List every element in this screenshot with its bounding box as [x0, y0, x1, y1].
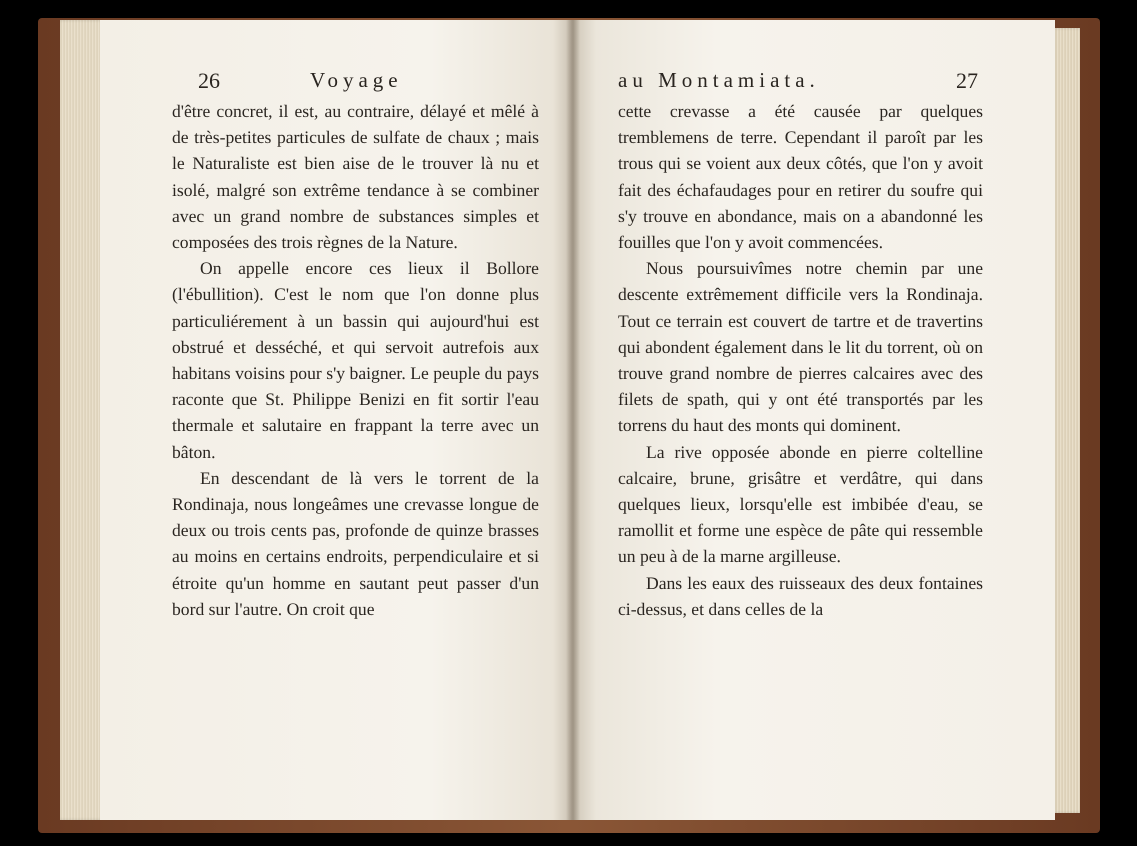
- left-page-body: [172, 98, 539, 622]
- running-head-left: Voyage: [310, 68, 403, 92]
- paragraph: Nous poursuivîmes notre chemin par une descente extrêmement difficile vers la Rondinaja. Tout ce terrain est couvert de tartre et de travertins qui abondent également dans le lit du torrent, où on trouve grand nombre de pierres calcaires avec des filets de spath, qui y ont été transportés par les torrens du haut des monts qui dominent.: [618, 258, 983, 436]
- page-edges-left: [60, 20, 104, 820]
- page-number-left: 26: [198, 68, 220, 93]
- book-gutter: [566, 20, 580, 820]
- paragraph: d'être concret, il est, au contraire, délayé et mêlé à de très-petites particules de sulfate de chaux ; mais le Naturaliste est bien aise de le trouver là nu et isolé, malgré son extrême tendance à se combiner avec un grand nombre de substances simples et composées des trois règnes de la Nature.: [172, 101, 539, 253]
- right-page-header: [618, 68, 978, 102]
- page-number-right: 27: [956, 68, 978, 93]
- paragraph: La rive opposée abonde en pierre coltelline calcaire, brune, grisâtre et verdâtre, qui dans quelques lieux, lorsqu'elle est imbibée d'eau, se ramollit et forme une espèce de pâte qui ressemble un peu à de la marne argilleuse.: [618, 441, 983, 567]
- paragraph: En descendant de là vers le torrent de la Rondinaja, nous longeâmes une crevasse longue de deux ou trois cents pas, profonde de quinze brasses au moins en certains endroits, perpendiculaire et si étroite qu'un homme en sautant peut passer d'un bord sur l'autre. On croit que: [172, 467, 539, 619]
- page-edges-right: [1052, 28, 1080, 813]
- right-page: [572, 20, 1055, 820]
- left-page-header: [198, 68, 528, 102]
- running-head-right: au Montamiata.: [618, 68, 820, 92]
- left-page: [100, 20, 572, 820]
- paragraph: cette crevasse a été causée par quelques tremblemens de terre. Cependant il paroît par les trous qui se voient aux deux côtés, que l'on y avoit fait des échafaudages pour en retirer du soufre qui s'y trouve en abondance, mais on a abandonné les fouilles que l'on y avoit commencées.: [618, 101, 983, 253]
- paragraph: Dans les eaux des ruisseaux des deux fontaines ci-dessus, et dans celles de la: [618, 572, 983, 619]
- right-page-body: [618, 98, 983, 622]
- paragraph: On appelle encore ces lieux il Bollore (l'ébullition). C'est le nom que l'on donne plus particuliérement à un bassin qui aujourd'hui est obstrué et desséché, et qui servoit autrefois aux habitans voisins pour s'y baigner. Le peuple du pays raconte que St. Philippe Benizi en fit sortir l'eau thermale et salutaire en frappant la terre avec un bâton.: [172, 258, 539, 462]
